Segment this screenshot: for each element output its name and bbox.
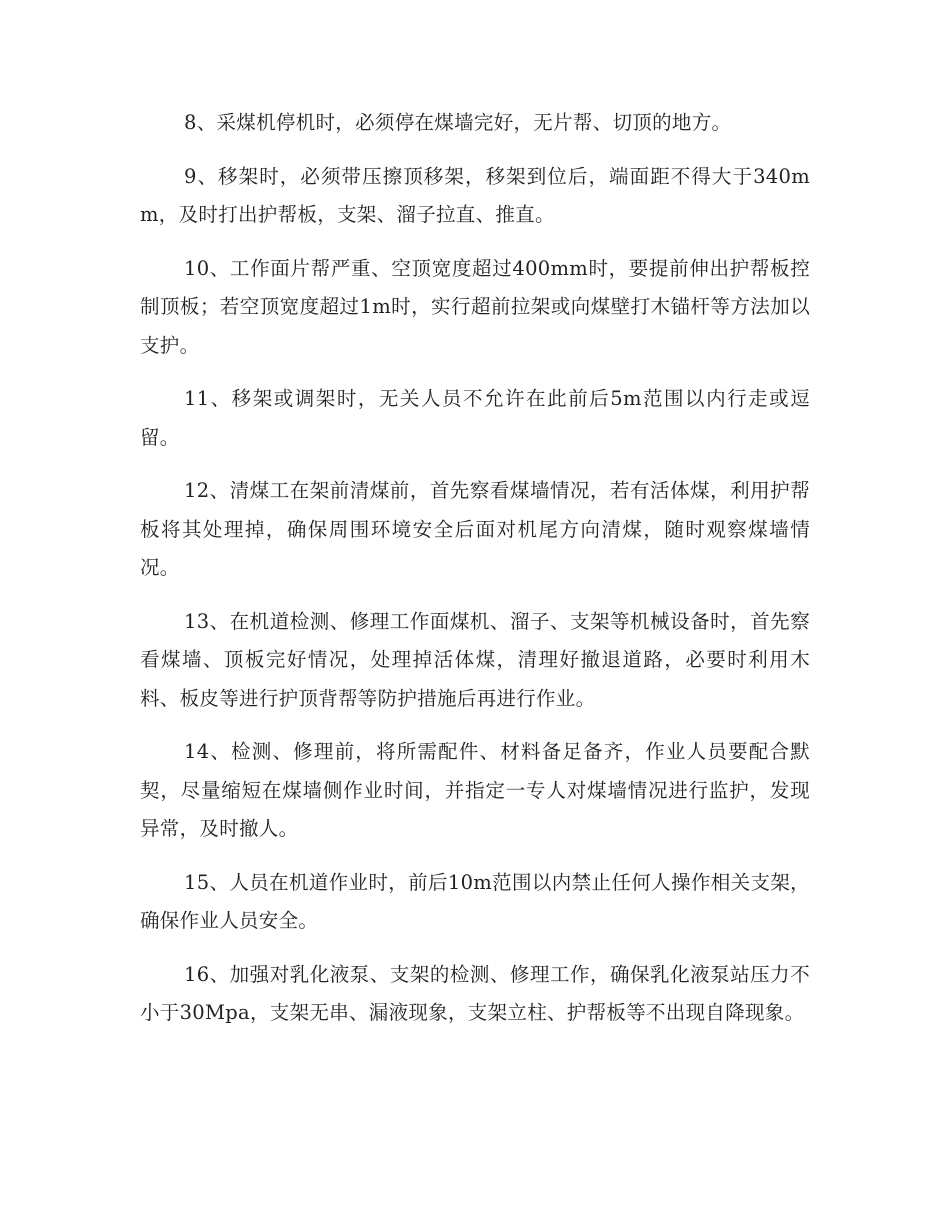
paragraph-item-15: 15、人员在机道作业时，前后10m范围以内禁止任何人操作相关支架，确保作业人员安全。 — [140, 870, 810, 932]
paragraph-item-16: 16、加强对乳化液泵、支架的检测、修理工作，确保乳化液泵站压力不小于30Mpa，支架无串、漏液现象，支架立柱、护帮板等不出现自降现象。 — [140, 962, 810, 1024]
paragraph-item-11: 11、移架或调架时，无关人员不允许在此前后5m范围以内行走或逗留。 — [140, 387, 810, 449]
paragraph-item-10: 10、工作面片帮严重、空顶宽度超过400mm时，要提前伸出护帮板控制顶板；若空顶宽度超过1m时，实行超前拉架或向煤壁打木锚杆等方法加以支护。 — [140, 256, 810, 357]
paragraph-item-14: 14、检测、修理前，将所需配件、材料备足备齐，作业人员要配合默契，尽量缩短在煤墙侧作业时间，并指定一专人对煤墙情况进行监护，发现异常，及时撤人。 — [140, 740, 810, 840]
paragraph-item-9: 9、移架时，必须带压擦顶移架，移架到位后，端面距不得大于340mm，及时打出护帮板，支架、溜子拉直、推直。 — [140, 164, 810, 226]
paragraph-item-8: 8、采煤机停机时，必须停在煤墙完好，无片帮、切顶的地方。 — [184, 111, 732, 134]
paragraph-item-13: 13、在机道检测、修理工作面煤机、溜子、支架等机械设备时，首先察看煤墙、顶板完好情况，处理掉活体煤，清理好撤退道路，必要时利用木料、板皮等进行护顶背帮等防护措施后再进行作业。 — [140, 609, 810, 710]
document-body — [140, 104, 810, 1048]
paragraph-item-12: 12、清煤工在架前清煤前，首先察看煤墙情况，若有活体煤，利用护帮板将其处理掉，确保周围环境安全后面对机尾方向清煤，随时观察煤墙情况。 — [140, 479, 810, 579]
